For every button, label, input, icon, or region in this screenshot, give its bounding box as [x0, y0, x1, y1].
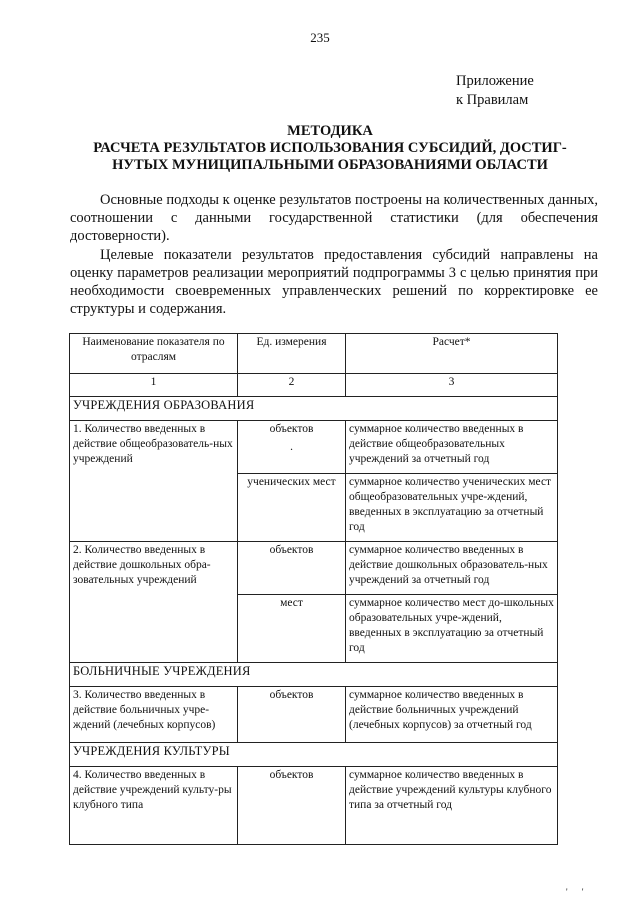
row2-unit-a: объектов [238, 542, 346, 595]
row1-dot: · [289, 444, 294, 456]
table-col-numbers-row [70, 374, 558, 397]
section-row-education [70, 397, 558, 421]
header-name: Наименование показателя по отраслям [70, 334, 238, 374]
section-hospitals: БОЛЬНИЧНЫЕ УЧРЕЖДЕНИЯ [70, 663, 558, 687]
row4-calc: суммарное количество введенных в действие учреждений культуры клубного типа за отчетный год [346, 767, 558, 845]
section-culture: УЧРЕЖДЕНИЯ КУЛЬТУРЫ [70, 743, 558, 767]
paragraph-2: Целевые показатели результатов предоставления субсидий направлены на оценку параметров реализации мероприятий подпрограммы 3 с целью принятия при необходимости своевременных управленческих решений по корректировке ее структуры и содержания. [70, 247, 598, 317]
row2-calc-b: суммарное количество мест до-школьных образовательных учре-ждений, введенных в эксплуатацию за отчетный год [346, 595, 558, 663]
appendix-note [456, 72, 534, 110]
row2-unit-b: мест [238, 595, 346, 663]
row4-unit: объектов [238, 767, 346, 845]
indicators-table [69, 333, 558, 845]
row3-name: 3. Количество введенных в действие больничных учре-ждений (лечебных корпусов) [70, 687, 238, 743]
row1-name: 1. Количество введенных в действие общеобразователь-ных учреждений [70, 421, 238, 542]
row4-name: 4. Количество введенных в действие учреждений культу-ры клубного типа [70, 767, 238, 845]
section-row-hospitals [70, 663, 558, 687]
col-number-2: 2 [238, 374, 346, 397]
row1-unit-a-text: объектов [269, 423, 314, 435]
footer-mark: ' ' [566, 887, 590, 897]
table-row [70, 687, 558, 743]
header-unit: Ед. измерения [238, 334, 346, 374]
title-line-2: РАСЧЕТА РЕЗУЛЬТАТОВ ИСПОЛЬЗОВАНИЯ СУБСИДИЙ, ДОСТИГ- [93, 140, 567, 156]
section-row-culture [70, 743, 558, 767]
title-line-1: МЕТОДИКА [287, 123, 373, 139]
page-number: 235 [310, 30, 330, 45]
row3-unit: объектов [238, 687, 346, 743]
header-calc: Расчет* [346, 334, 558, 374]
document-title [60, 123, 600, 174]
table-row [70, 542, 558, 595]
table-row [70, 421, 558, 474]
appendix-line-1: Приложение [456, 73, 534, 89]
appendix-line-2: к Правилам [456, 92, 529, 108]
col-number-1: 1 [70, 374, 238, 397]
table-row [70, 767, 558, 845]
col-number-3: 3 [346, 374, 558, 397]
row2-name: 2. Количество введенных в действие дошкольных обра-зовательных учреждений [70, 542, 238, 663]
row2-calc-a: суммарное количество введенных в действие дошкольных образователь-ных учреждений за отчетный год [346, 542, 558, 595]
row1-unit-a [238, 421, 346, 474]
row3-calc: суммарное количество введенных в действие больничных учреждений (лечебных корпусов) за отчетный год [346, 687, 558, 743]
section-education: УЧРЕЖДЕНИЯ ОБРАЗОВАНИЯ [70, 397, 558, 421]
title-line-3: НУТЫХ МУНИЦИПАЛЬНЫМИ ОБРАЗОВАНИЯМИ ОБЛАСТИ [112, 157, 548, 173]
row1-calc-a: суммарное количество введенных в действие общеобразовательных учреждений за отчетный год [346, 421, 558, 474]
paragraph-1: Основные подходы к оценке результатов построены на количественных данных, соотношении с данными государственной статистики (для обеспечения достоверности). [70, 192, 598, 244]
row1-unit-b: ученических мест [238, 474, 346, 542]
table-header-row [70, 334, 558, 374]
row1-calc-b: суммарное количество ученических мест общеобразовательных учре-ждений, введенных в эксплуатацию за отчетный год [346, 474, 558, 542]
